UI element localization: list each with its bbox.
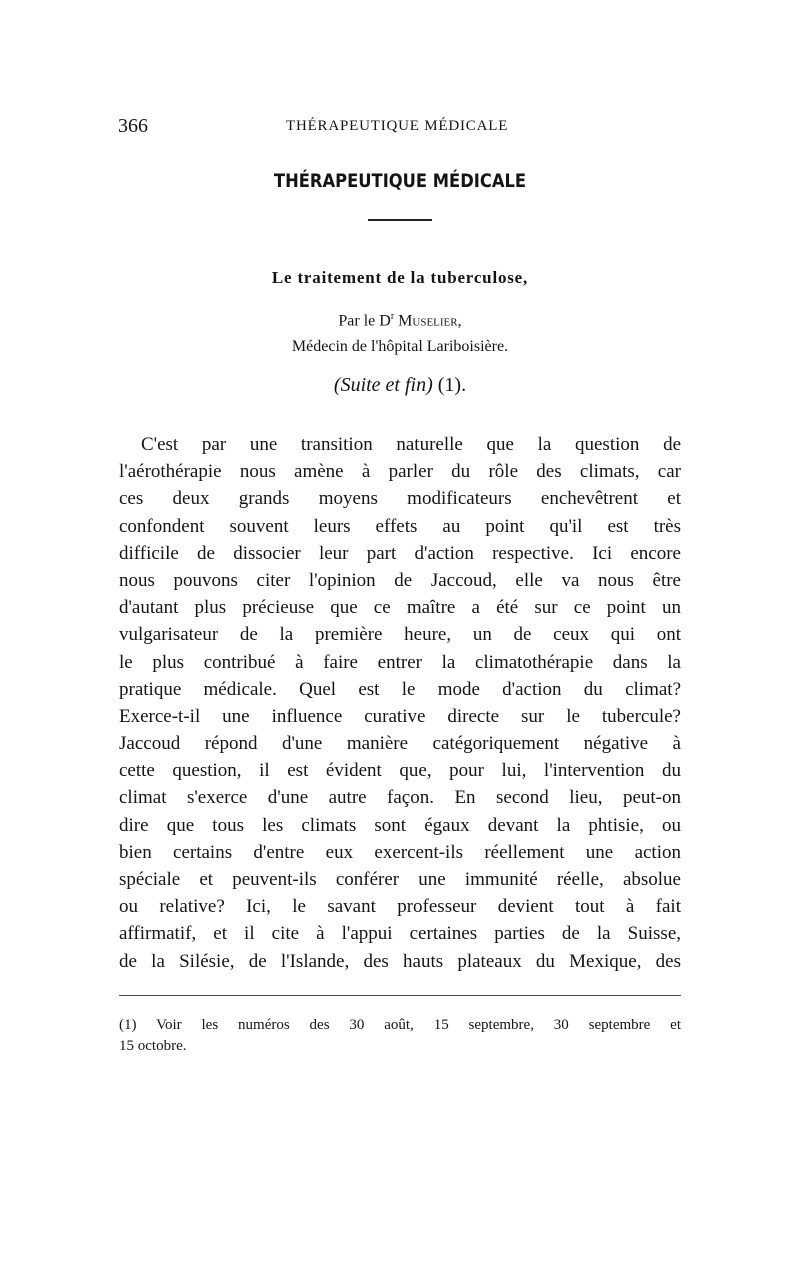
footnote <box>119 1015 681 1057</box>
body-line: vulgarisateur de la première heure, un de ceux qui ont <box>119 624 681 646</box>
footnote-line: 15 octobre. <box>119 1038 187 1054</box>
body-line: affirmatif, et il cite à l'appui certaines parties de la Suisse, <box>119 923 681 945</box>
byline-prefix: Par le D <box>338 312 391 330</box>
author-name: Muselier, <box>398 312 462 330</box>
section-title: THÉRAPEUTIQUE MÉDICALE <box>273 170 527 192</box>
continuation-label: (Suite et fin) <box>333 374 433 396</box>
body-line: climat s'exerce d'une autre façon. En second lieu, peut-on <box>119 787 681 809</box>
body-line: pratique médicale. Quel est le mode d'action du climat? <box>119 678 681 700</box>
body-line: Jaccoud répond d'une manière catégoriquement négative à <box>119 733 681 755</box>
byline-title-sup: r <box>390 311 395 322</box>
author-affiliation: Médecin de l'hôpital Lariboisière. <box>291 338 509 355</box>
body-line: ces deux grands moyens modificateurs enchevêtrent et <box>119 488 681 510</box>
body-line: difficile de dissocier leur part d'action respective. Ici encore <box>119 542 681 564</box>
page-number: 366 <box>118 115 148 137</box>
article-title: Le traitement de la tuberculose, <box>271 268 529 287</box>
footnote-line: (1) Voir les numéros des 30 août, 15 septembre, 30 septembre et <box>119 1017 681 1033</box>
body-line: ou relative? Ici, le savant professeur devient tout à fait <box>119 896 681 918</box>
body-text <box>119 431 681 975</box>
body-line: cette question, il est évident que, pour lui, l'intervention du <box>119 760 681 782</box>
title-rule <box>368 219 432 221</box>
body-line: spéciale et peuvent-ils conférer une immunité réelle, absolue <box>119 869 681 890</box>
footnote-reference: (1). <box>432 374 467 396</box>
running-head: THÉRAPEUTIQUE MÉDICALE <box>286 118 509 134</box>
body-line: dire que tous les climats sont égaux devant la phtisie, ou <box>119 814 681 836</box>
body-line: d'autant plus précieuse que ce maître a été sur ce point un <box>119 597 681 619</box>
body-line: bien certains d'entre eux exercent-ils réellement une action <box>119 841 681 863</box>
body-line: nous pouvons citer l'opinion de Jaccoud, elle va nous être <box>119 569 681 591</box>
byline <box>0 311 800 330</box>
body-line: le plus contribué à faire entrer la climatothérapie dans la <box>119 651 681 673</box>
body-line: C'est par une transition naturelle que la question de <box>141 434 681 455</box>
body-line: de la Silésie, de l'Islande, des hauts plateaux du Mexique, des <box>119 950 681 972</box>
body-line: l'aérothérapie nous amène à parler du rôle des climats, car <box>119 461 681 483</box>
footnote-rule <box>119 995 681 996</box>
body-line: confondent souvent leurs effets au point qu'il est très <box>119 515 681 537</box>
body-line: Exerce-t-il une influence curative directe sur le tubercule? <box>119 705 681 727</box>
continuation-note <box>0 374 800 397</box>
